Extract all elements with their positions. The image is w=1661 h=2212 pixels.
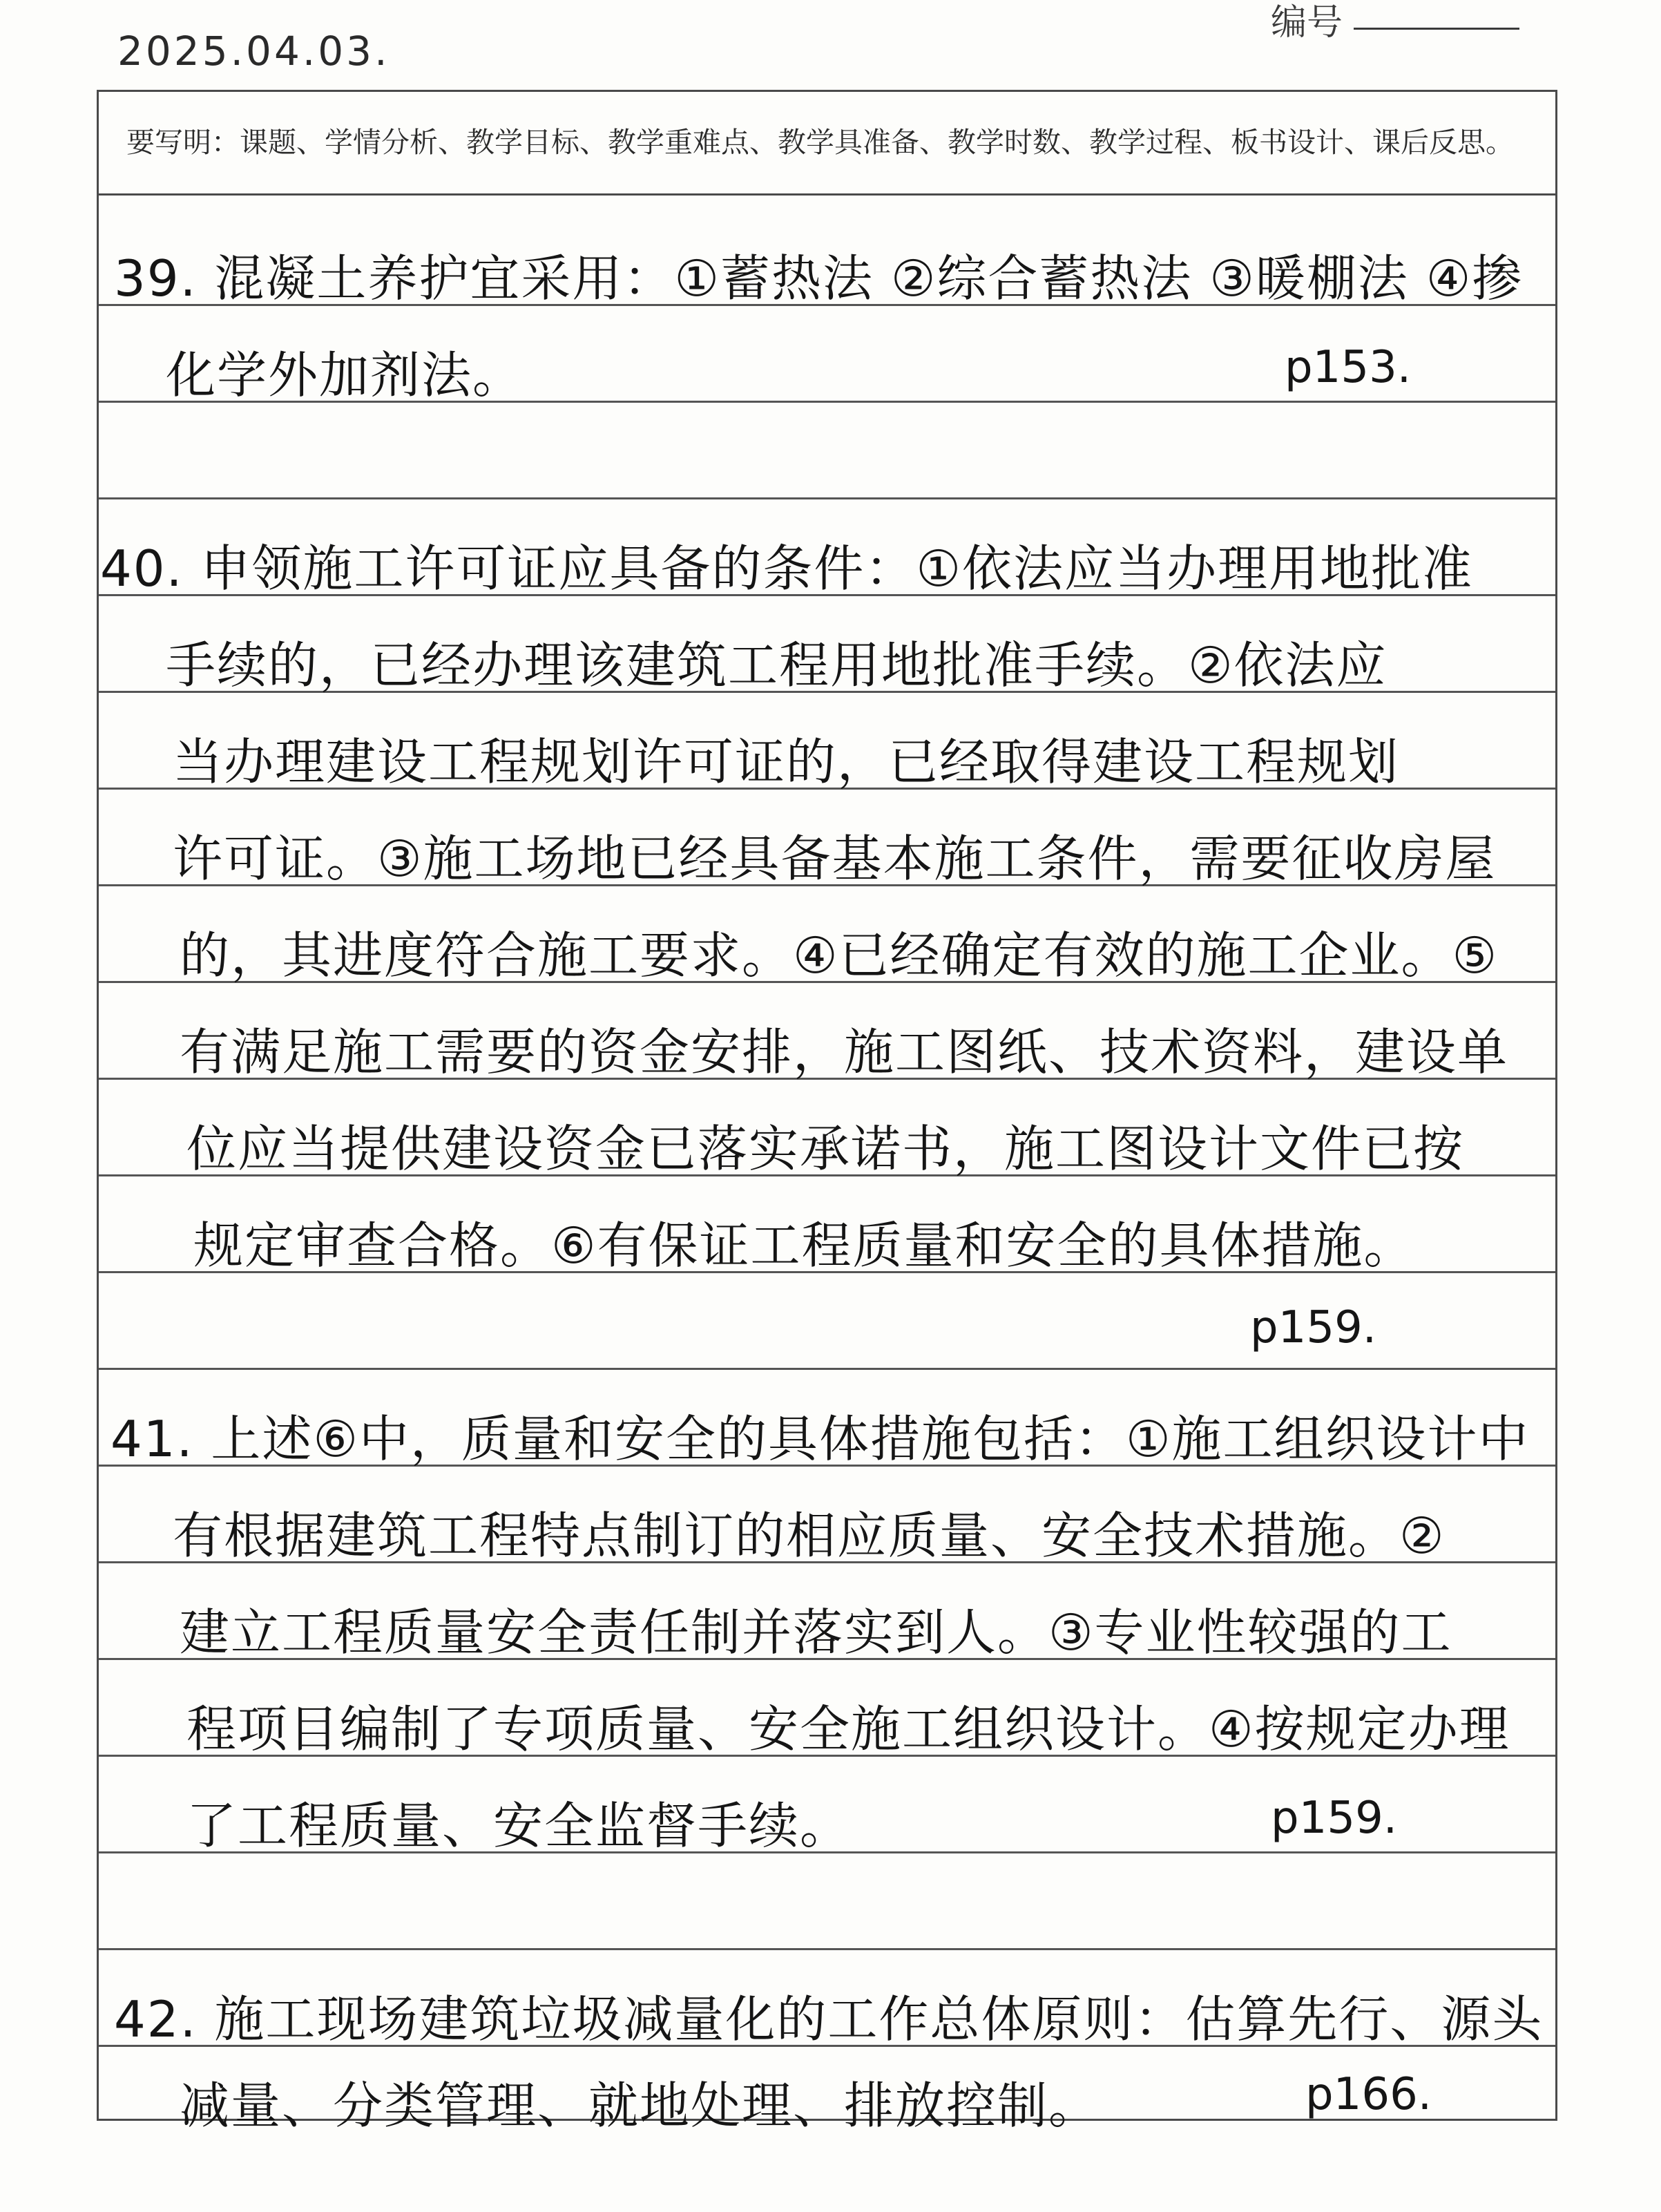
page-ref-40: p159. bbox=[1250, 1302, 1377, 1353]
date-text: 2025.04.03. bbox=[117, 28, 390, 75]
note-line-40-5: 的，其进度符合施工要求。④已经确定有效的施工企业。⑤ bbox=[180, 926, 1499, 984]
note-line-41-1: 41. 上述⑥中，质量和安全的具体措施包括：①施工组织设计中 bbox=[111, 1410, 1530, 1468]
number-label: 编号 bbox=[1271, 2, 1343, 44]
header-row bbox=[99, 92, 1555, 196]
ruled-line bbox=[99, 497, 1555, 499]
ruled-line bbox=[99, 1368, 1555, 1370]
note-line-39-2: 化学外加剂法。 bbox=[166, 346, 524, 404]
ruled-line bbox=[99, 1948, 1555, 1950]
note-line-40-1: 40. 申领施工许可证应具备的条件：①依法应当办理用地批准 bbox=[100, 540, 1473, 598]
note-line-42-2: 减量、分类管理、就地处理、排放控制。 bbox=[180, 2077, 1100, 2135]
number-blank-line bbox=[1354, 28, 1519, 30]
note-line-39-1: 39. 混凝土养护宜采用：①蓄热法 ②综合蓄热法 ③暖棚法 ④掺 bbox=[114, 249, 1524, 307]
page-ref-42: p166. bbox=[1305, 2069, 1432, 2120]
note-line-41-4: 程项目编制了专项质量、安全施工组织设计。④按规定办理 bbox=[186, 1700, 1510, 1758]
note-line-41-3: 建立工程质量安全责任制并落实到人。③专业性较强的工 bbox=[180, 1603, 1452, 1661]
note-line-41-2: 有根据建筑工程特点制订的相应质量、安全技术措施。② bbox=[173, 1507, 1446, 1565]
note-line-40-8: 规定审查合格。⑥有保证工程质量和安全的具体措施。 bbox=[193, 1217, 1415, 1275]
note-line-40-7: 位应当提供建设资金已落实承诺书，施工图设计文件已按 bbox=[186, 1120, 1465, 1178]
header-instructions: 要写明：课题、学情分析、教学目标、教学重难点、教学具准备、教学时数、教学过程、板书设计、课后反思。 bbox=[126, 126, 1514, 159]
page-ref-39: p153. bbox=[1285, 342, 1412, 393]
note-line-42-1: 42. 施工现场建筑垃圾减量化的工作总体原则：估算先行、源头 bbox=[114, 1990, 1544, 2048]
note-line-41-5: 了工程质量、安全监督手续。 bbox=[186, 1797, 852, 1855]
note-line-40-4: 许可证。③施工场地已经具备基本施工条件，需要征收房屋 bbox=[173, 830, 1497, 888]
note-line-40-2: 手续的，已经办理该建筑工程用地批准手续。②依法应 bbox=[166, 636, 1388, 694]
page-ref-41: p159. bbox=[1271, 1793, 1398, 1844]
note-line-40-3: 当办理建设工程规划许可证的，已经取得建设工程规划 bbox=[173, 733, 1400, 791]
note-line-40-6: 有满足施工需要的资金安排，施工图纸、技术资料，建设单 bbox=[180, 1023, 1509, 1081]
